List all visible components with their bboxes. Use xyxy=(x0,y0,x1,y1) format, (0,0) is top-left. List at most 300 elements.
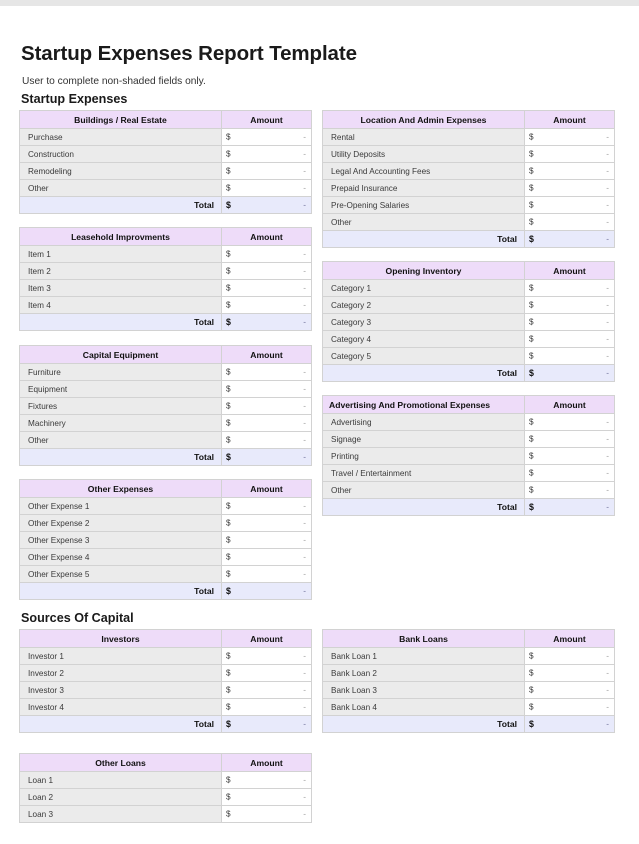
row-label: Other xyxy=(20,432,222,449)
amount-input-cell[interactable] xyxy=(525,314,615,331)
currency-symbol: $ xyxy=(529,685,534,695)
currency-symbol: $ xyxy=(226,166,231,176)
table-row xyxy=(20,297,312,314)
amount-value: - xyxy=(303,435,306,445)
table-row xyxy=(323,129,615,146)
amount-input-cell[interactable] xyxy=(525,648,615,665)
currency-symbol: $ xyxy=(529,434,534,444)
row-label: Loan 2 xyxy=(20,789,222,806)
currency-symbol: $ xyxy=(529,417,534,427)
row-label: Other Expense 5 xyxy=(20,566,222,583)
table-header-amount: Amount xyxy=(525,630,615,648)
amount-value: - xyxy=(606,234,609,244)
table-total-row xyxy=(20,314,312,331)
row-label: Bank Loan 2 xyxy=(323,665,525,682)
amount-value: - xyxy=(303,668,306,678)
amount-input-cell[interactable] xyxy=(222,364,312,381)
amount-value: - xyxy=(606,417,609,427)
table-header-amount: Amount xyxy=(222,480,312,498)
total-label: Total xyxy=(20,716,222,733)
currency-symbol: $ xyxy=(226,418,231,428)
row-label: Prepaid Insurance xyxy=(323,180,525,197)
table-header-title: Advertising And Promotional Expenses xyxy=(323,396,525,414)
table-row xyxy=(323,180,615,197)
table-other-loans xyxy=(19,753,312,823)
row-label: Item 4 xyxy=(20,297,222,314)
amount-input-cell[interactable] xyxy=(525,414,615,431)
amount-value: - xyxy=(303,809,306,819)
currency-symbol: $ xyxy=(529,183,534,193)
currency-symbol: $ xyxy=(529,668,534,678)
currency-symbol: $ xyxy=(226,249,231,259)
total-label: Total xyxy=(20,583,222,600)
total-label: Total xyxy=(323,231,525,248)
amount-value: - xyxy=(303,200,306,210)
amount-value: - xyxy=(606,685,609,695)
amount-input-cell[interactable] xyxy=(525,146,615,163)
total-amount-cell xyxy=(222,449,312,466)
table-header-title: Location And Admin Expenses xyxy=(323,111,525,129)
amount-input-cell[interactable] xyxy=(222,263,312,280)
total-label: Total xyxy=(20,197,222,214)
amount-value: - xyxy=(606,166,609,176)
table-header-title: Capital Equipment xyxy=(20,346,222,364)
total-amount-cell xyxy=(525,499,615,516)
row-label: Loan 1 xyxy=(20,772,222,789)
table-header-amount: Amount xyxy=(222,228,312,246)
section-heading-sources-of-capital: Sources Of Capital xyxy=(21,611,134,625)
currency-symbol: $ xyxy=(226,452,231,462)
table-header-title: Leasehold Improvments xyxy=(20,228,222,246)
amount-input-cell[interactable] xyxy=(222,772,312,789)
table-header-title: Other Loans xyxy=(20,754,222,772)
page-subtitle: User to complete non-shaded fields only. xyxy=(22,76,206,87)
amount-input-cell[interactable] xyxy=(222,515,312,532)
table-row xyxy=(323,699,615,716)
table-header-amount: Amount xyxy=(525,111,615,129)
amount-value: - xyxy=(303,535,306,545)
table-row xyxy=(20,432,312,449)
currency-symbol: $ xyxy=(529,334,534,344)
amount-value: - xyxy=(606,485,609,495)
table-row xyxy=(323,348,615,365)
amount-input-cell[interactable] xyxy=(525,682,615,699)
amount-value: - xyxy=(303,249,306,259)
amount-value: - xyxy=(606,149,609,159)
row-label: Remodeling xyxy=(20,163,222,180)
table-header-title: Investors xyxy=(20,630,222,648)
amount-value: - xyxy=(303,266,306,276)
currency-symbol: $ xyxy=(226,792,231,802)
row-label: Signage xyxy=(323,431,525,448)
table-header-row xyxy=(20,346,312,364)
total-label: Total xyxy=(20,449,222,466)
currency-symbol: $ xyxy=(226,552,231,562)
table-row xyxy=(20,566,312,583)
currency-symbol: $ xyxy=(529,468,534,478)
amount-value: - xyxy=(606,300,609,310)
table-row xyxy=(323,146,615,163)
currency-symbol: $ xyxy=(529,283,534,293)
amount-input-cell[interactable] xyxy=(525,482,615,499)
currency-symbol: $ xyxy=(226,283,231,293)
currency-symbol: $ xyxy=(226,367,231,377)
amount-input-cell[interactable] xyxy=(525,197,615,214)
amount-value: - xyxy=(303,149,306,159)
table-row xyxy=(323,163,615,180)
amount-value: - xyxy=(303,518,306,528)
amount-input-cell[interactable] xyxy=(525,280,615,297)
table-row xyxy=(323,665,615,682)
amount-input-cell[interactable] xyxy=(222,381,312,398)
table-header-amount: Amount xyxy=(222,346,312,364)
currency-symbol: $ xyxy=(226,149,231,159)
currency-symbol: $ xyxy=(529,702,534,712)
amount-input-cell[interactable] xyxy=(222,180,312,197)
table-total-row xyxy=(20,716,312,733)
row-label: Fixtures xyxy=(20,398,222,415)
table-total-row xyxy=(323,499,615,516)
total-amount-cell xyxy=(525,716,615,733)
row-label: Other Expense 4 xyxy=(20,549,222,566)
row-label: Furniture xyxy=(20,364,222,381)
table-total-row xyxy=(323,231,615,248)
currency-symbol: $ xyxy=(226,435,231,445)
amount-input-cell[interactable] xyxy=(222,806,312,823)
table-row xyxy=(20,129,312,146)
amount-input-cell[interactable] xyxy=(222,789,312,806)
total-amount-cell xyxy=(222,716,312,733)
amount-value: - xyxy=(303,317,306,327)
currency-symbol: $ xyxy=(226,685,231,695)
currency-symbol: $ xyxy=(226,809,231,819)
amount-input-cell[interactable] xyxy=(222,129,312,146)
table-row xyxy=(323,197,615,214)
row-label: Other xyxy=(323,214,525,231)
table-total-row xyxy=(20,449,312,466)
amount-value: - xyxy=(303,719,306,729)
amount-input-cell[interactable] xyxy=(222,163,312,180)
table-row xyxy=(20,532,312,549)
table-row xyxy=(20,682,312,699)
table-row xyxy=(323,448,615,465)
amount-input-cell[interactable] xyxy=(525,297,615,314)
currency-symbol: $ xyxy=(529,451,534,461)
table-row xyxy=(323,214,615,231)
table-leasehold xyxy=(19,227,312,331)
row-label: Loan 3 xyxy=(20,806,222,823)
amount-value: - xyxy=(303,401,306,411)
row-label: Legal And Accounting Fees xyxy=(323,163,525,180)
total-amount-cell xyxy=(525,231,615,248)
table-row xyxy=(20,280,312,297)
row-label: Printing xyxy=(323,448,525,465)
currency-symbol: $ xyxy=(226,702,231,712)
table-row xyxy=(323,682,615,699)
page-title: Startup Expenses Report Template xyxy=(21,42,357,65)
amount-value: - xyxy=(303,183,306,193)
table-bank-loans xyxy=(322,629,615,733)
table-investors xyxy=(19,629,312,733)
amount-input-cell[interactable] xyxy=(525,448,615,465)
total-label: Total xyxy=(323,499,525,516)
amount-input-cell[interactable] xyxy=(222,432,312,449)
total-amount-cell xyxy=(222,583,312,600)
currency-symbol: $ xyxy=(529,149,534,159)
amount-value: - xyxy=(606,132,609,142)
currency-symbol: $ xyxy=(529,217,534,227)
currency-symbol: $ xyxy=(226,775,231,785)
amount-input-cell[interactable] xyxy=(525,163,615,180)
table-row xyxy=(323,280,615,297)
row-label: Travel / Entertainment xyxy=(323,465,525,482)
amount-input-cell[interactable] xyxy=(525,431,615,448)
row-label: Investor 1 xyxy=(20,648,222,665)
currency-symbol: $ xyxy=(529,368,534,378)
amount-value: - xyxy=(606,217,609,227)
total-amount-cell xyxy=(525,365,615,382)
table-opening-inventory xyxy=(322,261,615,382)
table-row xyxy=(323,331,615,348)
table-row xyxy=(20,163,312,180)
table-header-amount: Amount xyxy=(525,262,615,280)
amount-input-cell[interactable] xyxy=(525,699,615,716)
row-label: Utility Deposits xyxy=(323,146,525,163)
currency-symbol: $ xyxy=(226,384,231,394)
amount-input-cell[interactable] xyxy=(525,129,615,146)
currency-symbol: $ xyxy=(226,300,231,310)
currency-symbol: $ xyxy=(529,502,534,512)
amount-input-cell[interactable] xyxy=(222,146,312,163)
currency-symbol: $ xyxy=(226,401,231,411)
table-row xyxy=(20,398,312,415)
row-label: Pre-Opening Salaries xyxy=(323,197,525,214)
amount-input-cell[interactable] xyxy=(525,348,615,365)
row-label: Other Expense 2 xyxy=(20,515,222,532)
currency-symbol: $ xyxy=(529,200,534,210)
table-header-row xyxy=(323,111,615,129)
row-label: Rental xyxy=(323,129,525,146)
row-label: Item 3 xyxy=(20,280,222,297)
table-row xyxy=(323,431,615,448)
row-label: Item 2 xyxy=(20,263,222,280)
row-label: Other Expense 1 xyxy=(20,498,222,515)
amount-value: - xyxy=(606,451,609,461)
amount-input-cell[interactable] xyxy=(525,665,615,682)
amount-input-cell[interactable] xyxy=(222,682,312,699)
currency-symbol: $ xyxy=(226,200,231,210)
table-row xyxy=(20,146,312,163)
amount-value: - xyxy=(606,334,609,344)
table-row xyxy=(20,180,312,197)
amount-value: - xyxy=(303,418,306,428)
amount-value: - xyxy=(606,368,609,378)
currency-symbol: $ xyxy=(529,300,534,310)
table-header-row xyxy=(20,111,312,129)
amount-input-cell[interactable] xyxy=(222,532,312,549)
amount-input-cell[interactable] xyxy=(222,665,312,682)
table-row xyxy=(323,648,615,665)
amount-input-cell[interactable] xyxy=(222,246,312,263)
currency-symbol: $ xyxy=(226,719,231,729)
currency-symbol: $ xyxy=(529,317,534,327)
amount-input-cell[interactable] xyxy=(222,415,312,432)
amount-value: - xyxy=(303,569,306,579)
row-label: Investor 4 xyxy=(20,699,222,716)
table-header-amount: Amount xyxy=(222,754,312,772)
row-label: Category 2 xyxy=(323,297,525,314)
table-row xyxy=(323,465,615,482)
currency-symbol: $ xyxy=(226,518,231,528)
table-row xyxy=(20,364,312,381)
amount-value: - xyxy=(606,702,609,712)
amount-value: - xyxy=(303,586,306,596)
table-row xyxy=(20,789,312,806)
table-total-row xyxy=(20,197,312,214)
amount-value: - xyxy=(606,434,609,444)
amount-value: - xyxy=(303,702,306,712)
total-label: Total xyxy=(323,365,525,382)
row-label: Item 1 xyxy=(20,246,222,263)
section-heading-startup-expenses: Startup Expenses xyxy=(21,92,128,106)
amount-value: - xyxy=(303,283,306,293)
amount-input-cell[interactable] xyxy=(525,331,615,348)
currency-symbol: $ xyxy=(529,351,534,361)
amount-value: - xyxy=(303,132,306,142)
row-label: Construction xyxy=(20,146,222,163)
amount-input-cell[interactable] xyxy=(222,498,312,515)
amount-value: - xyxy=(303,651,306,661)
amount-value: - xyxy=(606,651,609,661)
total-amount-cell xyxy=(222,197,312,214)
currency-symbol: $ xyxy=(529,132,534,142)
amount-input-cell[interactable] xyxy=(222,648,312,665)
table-header-title: Opening Inventory xyxy=(323,262,525,280)
table-header-amount: Amount xyxy=(222,111,312,129)
document-page xyxy=(0,6,639,844)
table-header-row xyxy=(20,228,312,246)
row-label: Other xyxy=(20,180,222,197)
table-header-amount: Amount xyxy=(222,630,312,648)
table-header-row xyxy=(20,754,312,772)
row-label: Machinery xyxy=(20,415,222,432)
table-row xyxy=(20,415,312,432)
table-row xyxy=(20,381,312,398)
amount-input-cell[interactable] xyxy=(222,566,312,583)
currency-symbol: $ xyxy=(226,317,231,327)
currency-symbol: $ xyxy=(529,234,534,244)
row-label: Category 3 xyxy=(323,314,525,331)
currency-symbol: $ xyxy=(226,586,231,596)
table-header-row xyxy=(323,396,615,414)
amount-value: - xyxy=(606,200,609,210)
row-label: Bank Loan 3 xyxy=(323,682,525,699)
amount-value: - xyxy=(303,300,306,310)
table-row xyxy=(20,806,312,823)
amount-value: - xyxy=(606,283,609,293)
table-header-title: Other Expenses xyxy=(20,480,222,498)
table-header-row xyxy=(323,630,615,648)
amount-value: - xyxy=(606,351,609,361)
amount-input-cell[interactable] xyxy=(222,398,312,415)
table-row xyxy=(323,314,615,331)
currency-symbol: $ xyxy=(226,569,231,579)
amount-value: - xyxy=(303,775,306,785)
currency-symbol: $ xyxy=(226,651,231,661)
table-total-row xyxy=(323,365,615,382)
amount-input-cell[interactable] xyxy=(222,297,312,314)
row-label: Other Expense 3 xyxy=(20,532,222,549)
table-row xyxy=(20,515,312,532)
amount-value: - xyxy=(303,552,306,562)
amount-value: - xyxy=(606,183,609,193)
row-label: Bank Loan 1 xyxy=(323,648,525,665)
amount-value: - xyxy=(303,792,306,802)
currency-symbol: $ xyxy=(529,719,534,729)
row-label: Other xyxy=(323,482,525,499)
row-label: Advertising xyxy=(323,414,525,431)
table-header-title: Buildings / Real Estate xyxy=(20,111,222,129)
row-label: Equipment xyxy=(20,381,222,398)
total-label: Total xyxy=(323,716,525,733)
table-total-row xyxy=(20,583,312,600)
currency-symbol: $ xyxy=(226,183,231,193)
amount-input-cell[interactable] xyxy=(525,214,615,231)
currency-symbol: $ xyxy=(226,132,231,142)
amount-input-cell[interactable] xyxy=(222,280,312,297)
table-row xyxy=(323,482,615,499)
table-row xyxy=(20,665,312,682)
amount-input-cell[interactable] xyxy=(525,465,615,482)
row-label: Category 4 xyxy=(323,331,525,348)
table-row xyxy=(20,246,312,263)
amount-value: - xyxy=(303,166,306,176)
currency-symbol: $ xyxy=(226,266,231,276)
table-row xyxy=(20,498,312,515)
row-label: Purchase xyxy=(20,129,222,146)
table-other-expenses xyxy=(19,479,312,600)
amount-value: - xyxy=(303,685,306,695)
row-label: Bank Loan 4 xyxy=(323,699,525,716)
table-header-row xyxy=(20,630,312,648)
amount-input-cell[interactable] xyxy=(222,699,312,716)
table-header-row xyxy=(323,262,615,280)
table-header-title: Bank Loans xyxy=(323,630,525,648)
row-label: Category 1 xyxy=(323,280,525,297)
amount-value: - xyxy=(606,668,609,678)
amount-input-cell[interactable] xyxy=(222,549,312,566)
amount-value: - xyxy=(606,317,609,327)
total-amount-cell xyxy=(222,314,312,331)
currency-symbol: $ xyxy=(529,166,534,176)
amount-value: - xyxy=(303,501,306,511)
currency-symbol: $ xyxy=(226,501,231,511)
amount-value: - xyxy=(303,452,306,462)
table-row xyxy=(20,549,312,566)
table-row xyxy=(20,772,312,789)
table-header-amount: Amount xyxy=(525,396,615,414)
currency-symbol: $ xyxy=(226,535,231,545)
amount-value: - xyxy=(303,384,306,394)
table-row xyxy=(20,263,312,280)
amount-input-cell[interactable] xyxy=(525,180,615,197)
table-header-row xyxy=(20,480,312,498)
table-row xyxy=(323,414,615,431)
table-location-admin xyxy=(322,110,615,248)
amount-value: - xyxy=(606,502,609,512)
amount-value: - xyxy=(606,468,609,478)
currency-symbol: $ xyxy=(226,668,231,678)
